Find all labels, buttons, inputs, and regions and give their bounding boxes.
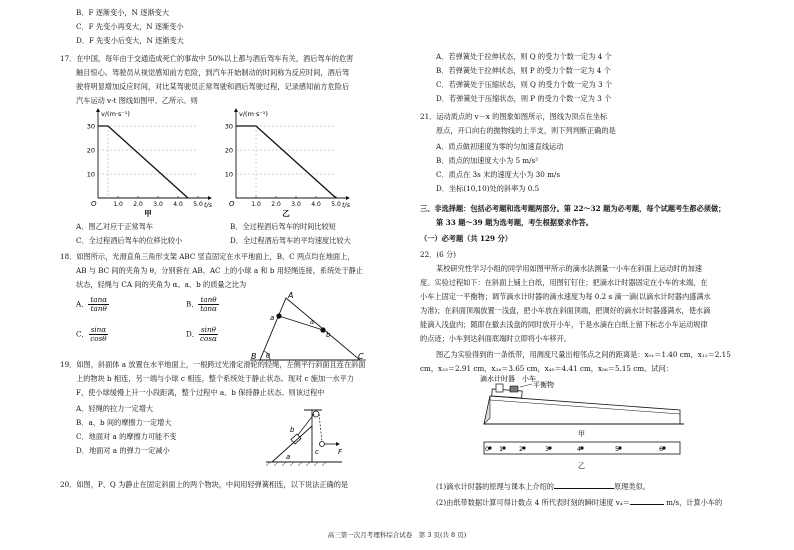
section3-line-2: 第 33 题～39 题为选考题，考生根据要求作答。 [436, 218, 593, 227]
y-axis-label: v/(m·s⁻¹) [101, 110, 130, 118]
q17-option-c: C．全过程酒后驾车的位移比较小 [76, 236, 183, 245]
fig22-apparatus [480, 374, 690, 474]
label-b: b [326, 331, 331, 339]
label-car: 小车 [522, 375, 536, 383]
page-footer: 高三第一次月考理科综合试卷 第 3 页(共 8 页) [327, 531, 467, 539]
q21-option-a: A．质点做初速度为零的匀加速直线运动 [436, 142, 564, 151]
q22-line-4: 为准)；在斜面顶端放置一浅盘，把小车放在斜面顶端，把调好的滴水计时器盛满水，使水滴 [420, 306, 711, 315]
q17-option-d: D．全过程酒后驾车的平均速度比较大 [230, 236, 351, 245]
label-C: C [358, 352, 364, 361]
q19-option-c: C．地面对 a 的摩擦力可能不变 [76, 432, 177, 441]
q22-line-1: 某校研究性学习小组的同学用如图甲所示的滴水法测量一小车在斜面上运动时的加速 [436, 264, 702, 273]
q18-option-d: D． $\frac{\sin\theta}{\cos\alpha}$ [186, 325, 217, 343]
q19-line-3: F，使小球缓慢上升一小段距离，整个过程中 a、b 保持静止状态。则该过程中 [76, 388, 325, 397]
q18-line-3: 状态，轻绳与 CA 间的夹角为 α。a、b 的质量之比为 [76, 280, 247, 289]
q16-option-b: B．F 逐渐变小，N 逐渐变大 [76, 8, 170, 17]
q19-line-2: 上的物块 b 相连，另一端与小球 c 相连，整个系统处于静止状态。现对 c 施加一水平力 [76, 374, 354, 383]
x-tick-label: 3.0 [153, 201, 163, 208]
tape-label: 1 [499, 445, 504, 453]
q20-option-c: C．若弹簧处于压缩状态，则 Q 的受力个数一定为 3 个 [436, 80, 613, 89]
caption-jia: 甲 [578, 430, 585, 438]
q21-line-1: 21．运动质点的 v－x 的图象如图所示，图线为顶点在坐标 [420, 112, 608, 121]
q22-data-line-2: cm，x₂₃＝2.91 cm，x₃₄＝3.65 cm，x₄₅＝4.41 cm，x₅₆＝5.15 cm。试问： [420, 364, 673, 373]
label-a: a [270, 314, 275, 322]
x-arrow [208, 196, 212, 200]
q20-option-d: D．若弹簧处于压缩状态，则 P 的受力个数一定为 3 个 [436, 94, 612, 103]
x-tick-label: 1.0 [251, 201, 261, 208]
label-weight: 平衡物 [533, 381, 554, 389]
chart-caption: 乙 [282, 209, 290, 218]
label-A: A [288, 292, 294, 300]
q17-line-1: 17．在中国，每年由于交通造成死亡的事故中 50%以上都与酒后驾车有关，酒后驾车的危害 [60, 54, 354, 63]
y-tick-label: 10 [86, 170, 95, 179]
x-tick-label: 5.0 [193, 201, 203, 208]
q20-line: 20．如图，P、Q 为静止在固定斜面上的两个物块，中间用轻弹簧相连，以下说法正确的是 [60, 480, 349, 489]
q22-question-1: (1)滴水计时器的原理与课本上介绍的 原理类似。 [436, 482, 650, 491]
q17-option-b: B．全过程酒后驾车的时间比较短 [230, 222, 336, 231]
tape-label: 0 [485, 445, 490, 453]
q22-line-2: 度。实验过程如下：在斜面上铺上白纸，用图钉钉住；把滴水计时器固定在小车的末端，在 [420, 278, 708, 287]
tape-label: 2 [519, 445, 524, 453]
q16-option-c: C．F 先变小再变大，N 逐渐变小 [76, 22, 184, 31]
label-F: F [338, 448, 343, 456]
q18-option-c: C． $\frac{\sin\alpha}{\cos\theta}$ [76, 325, 107, 343]
y-axis-label: v/(m·s⁻¹) [239, 110, 268, 118]
x-tick-label: 3.0 [291, 201, 301, 208]
tape-label: 6 [659, 445, 664, 453]
q21-line-2: 原点，开口向右的抛物线的上半支，则下列判断正确的是 [436, 126, 616, 135]
y-tick-label: 30 [224, 122, 233, 131]
y-arrow [234, 108, 238, 112]
x-axis-label: t/s [342, 201, 350, 209]
x-tick-label: 4.0 [173, 201, 183, 208]
ball-a [276, 313, 281, 318]
q22-header: 22．(6 分) [420, 250, 456, 259]
q19-line-1: 19．如图，斜面体 a 放置在水平地面上，一根跨过光滑定滑轮的轻绳，左侧平行斜面且连在斜面 [60, 360, 366, 369]
x-tick-label: 2.0 [133, 201, 143, 208]
q22-question-2: (2)由纸带数据计算可得计数点 4 所代表时刻的瞬时速度 v₄＝ m/s，计算小车的 [436, 498, 723, 507]
label-B: B [251, 352, 257, 361]
x-tick-label: 2.0 [271, 201, 281, 208]
q21-option-b: B．质点的加速度大小为 5 m/s² [436, 156, 539, 165]
x-tick-label: 5.0 [331, 201, 341, 208]
y-arrow [96, 108, 100, 112]
tape-label: 4 [577, 445, 582, 453]
x-axis-label: t/s [204, 201, 212, 209]
origin-label: O [91, 200, 97, 208]
q20-option-b: B．若弹簧处于拉伸状态，则 P 的受力个数一定为 4 个 [436, 66, 611, 75]
ball-b [320, 327, 325, 332]
q22-line-6: 的点迹；小车到达斜面底端时立即将小车移开。 [420, 334, 571, 343]
q16-option-d: D．F 先变小后变大，N 逐渐变大 [76, 36, 184, 45]
tape-label: 5 [615, 445, 620, 453]
y-tick-label: 30 [86, 122, 95, 131]
q17-line-3: 驶将明显增加反应时间，对比某驾驶员正常驾驶和酒后驾驶过程，记录感知前方危险后 [76, 82, 350, 91]
q18-line-2: AB 与 BC 间的夹角为 θ，分别套在 AB、AC 上的小球 a 和 b 用轻绳连接，系统处于静止 [76, 266, 364, 275]
q19-option-a: A．轻绳的拉力一定增大 [76, 404, 154, 413]
label-b: b [290, 426, 295, 434]
label-timer: 滴水计时器 [480, 375, 515, 383]
y-tick-label: 20 [224, 146, 233, 155]
fig18-triangle [248, 292, 368, 368]
q21-option-d: D．坐标(10,10)处的斜率为 0.5 [436, 184, 540, 193]
q19-option-b: B．a、b 间的摩擦力一定增大 [76, 418, 172, 427]
chart-caption: 甲 [144, 209, 152, 218]
label-a: a [286, 453, 291, 461]
section3-line-1: 三、非选择题：包括必考题和选考题两部分。第 22～32 题为必考题，每个试题考生都必须做； [420, 204, 726, 213]
q17-option-a: A．图乙对应于正常驾车 [76, 222, 154, 231]
q18-option-a: A． $\frac{\tan\alpha}{\tan\theta}$ [76, 295, 108, 313]
q18-line-1: 18．如图所示，光滑直角三角形支架 ABC 竖直固定在水平地面上，B、C 两点均在地面上， [60, 252, 355, 261]
v-t-series-line [236, 126, 336, 198]
chart-yi [220, 106, 350, 218]
origin-label: O [229, 200, 235, 208]
x-arrow [346, 196, 350, 200]
label-theta: θ [266, 352, 270, 360]
q21-option-c: C．质点在 3s 末的速度大小为 30 m/s [436, 170, 561, 179]
y-tick-label: 10 [224, 170, 233, 179]
q20-option-a: A．若弹簧处于拉伸状态，则 Q 的受力个数一定为 4 个 [436, 52, 612, 61]
x-tick-label: 4.0 [311, 201, 321, 208]
q17-line-4: 汽车运动 v-t 图线如图甲、乙所示。则 [76, 96, 198, 105]
tape-label: 3 [545, 445, 550, 453]
v-t-series-line [98, 126, 188, 198]
fig19-incline [256, 402, 348, 468]
required-header: （一）必考题（共 129 分） [420, 234, 512, 243]
q17-line-2: 触目惊心。驾驶员从视觉感知前方危险，到汽车开始制动的时间称为反应时间，酒后驾 [76, 68, 350, 77]
chart-jia [82, 106, 212, 218]
y-tick-label: 20 [86, 146, 95, 155]
q22-data-line-1: 图乙为实验得到的一条纸带，用测度尺量出相邻点之间的距离是：x₀₁＝1.40 cm，x₁₂＝2.15 [436, 350, 731, 359]
paper-tape [485, 445, 666, 453]
x-tick-label: 1.0 [113, 201, 123, 208]
q18-option-b: B． $\frac{\tan\theta}{\tan\alpha}$ [186, 295, 217, 313]
caption-yi: 乙 [578, 462, 585, 470]
label-alpha: α [310, 318, 315, 326]
label-c: c [315, 448, 319, 456]
q19-option-d: D．地面对 a 的弹力一定减小 [76, 446, 170, 455]
q22-line-3: 小车上固定一平衡物；调节滴水计时器的滴水速度为每 0.2 s 滴一滴(以滴水计时器内盛满水 [420, 292, 711, 301]
q22-line-5: 能滴入浅盘内；随即在撤去浅盘的同时放开小车，于是水滴在白纸上留下标志小车运动规律 [420, 320, 708, 329]
